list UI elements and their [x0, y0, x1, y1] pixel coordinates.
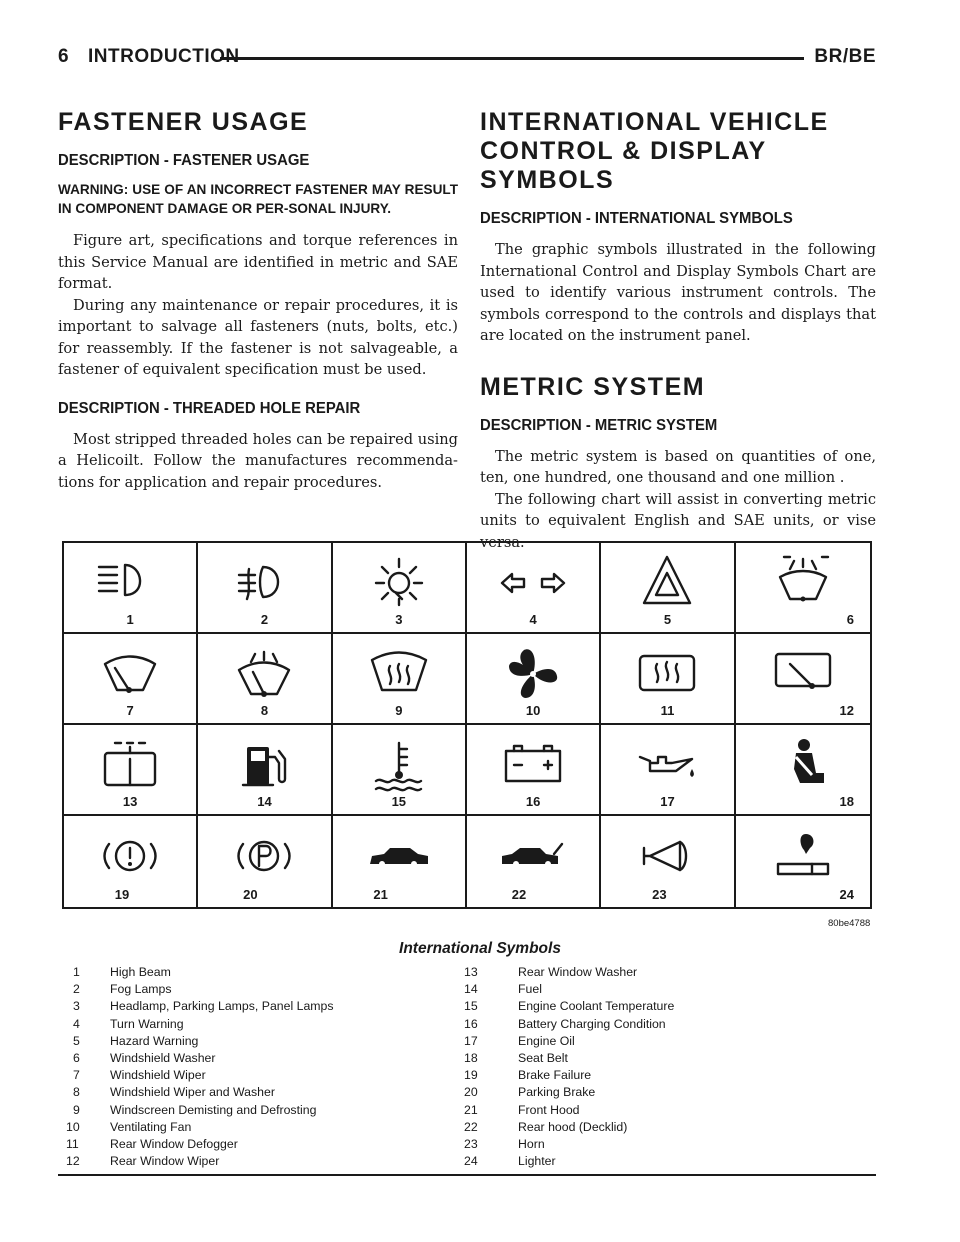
symbol-cell [601, 634, 735, 725]
symbol-cell [601, 816, 735, 907]
legend-item: 24 Lighter [464, 1154, 556, 1169]
legend-item: 10 Ventilating Fan [66, 1119, 192, 1134]
lamp-bulb-icon [362, 553, 436, 615]
windshield-wiper-icon [93, 644, 167, 706]
figure-id: 80be4788 [828, 918, 871, 929]
symbol-cell [333, 543, 467, 634]
bottom-rule [58, 1174, 876, 1176]
high-beam-icon [93, 553, 167, 615]
brake-failure-icon [93, 826, 167, 888]
symbol-number: 5 [663, 612, 672, 627]
symbol-number: 21 [373, 887, 388, 902]
symbol-number: 7 [126, 703, 134, 718]
symbol-cell [198, 634, 332, 725]
legend-item: 15 Engine Coolant Temperature [464, 999, 675, 1014]
rear-defrost-icon [630, 644, 704, 706]
seat-belt-icon [766, 735, 840, 797]
symbol-number: 23 [652, 887, 667, 902]
symbol-number: 15 [391, 794, 407, 809]
legend-item: 7 Windshield Wiper [73, 1068, 206, 1083]
rear-wiper-icon [766, 644, 840, 706]
lighter-icon [766, 826, 840, 888]
symbol-number: 9 [395, 703, 403, 718]
legend-item: 5 Hazard Warning [73, 1033, 199, 1048]
legend-item: 2 Fog Lamps [73, 982, 172, 997]
decklid-icon [496, 826, 570, 888]
symbol-cell [333, 816, 467, 907]
symbol-cell [736, 816, 870, 907]
header-rule [220, 57, 804, 60]
subheading-metric-system: DESCRIPTION - METRIC SYSTEM [480, 416, 718, 434]
page-header [58, 44, 876, 74]
symbol-number: 24 [839, 887, 854, 902]
right-column [480, 108, 876, 553]
symbol-cell [64, 543, 198, 634]
symbol-number: 20 [243, 887, 258, 902]
legend-item: 16 Battery Charging Condition [464, 1016, 666, 1031]
coolant-temp-icon [362, 735, 436, 797]
symbol-cell [64, 634, 198, 725]
paragraph-figure-art: Figure art, specifications and torque references in this Service Manual are identified in metric and SAE format. [58, 232, 458, 292]
symbol-cell [736, 634, 870, 725]
symbol-cell [64, 725, 198, 816]
legend-item: 17 Engine Oil [464, 1033, 575, 1048]
paragraph-conversion: The following chart will assist in converting metric units to equivalent English and SAE units, or vise versa. [480, 490, 876, 551]
horn-icon [630, 826, 704, 888]
legend-item: 6 Windshield Washer [73, 1050, 216, 1065]
symbol-cell [467, 816, 601, 907]
symbol-number: 22 [511, 887, 527, 902]
legend-item: 18 Seat Belt [464, 1050, 568, 1065]
front-hood-icon [362, 826, 436, 888]
front-defrost-icon [362, 644, 436, 706]
heading-metric-system: METRIC SYSTEM [480, 372, 706, 401]
legend-item: 19 Brake Failure [464, 1068, 592, 1083]
symbol-cell [736, 543, 870, 634]
legend-item: 9 Windscreen Demisting and Defrosting [73, 1102, 317, 1117]
symbol-cell [601, 725, 735, 816]
legend-item: 22 Rear hood (Decklid) [464, 1119, 628, 1134]
symbol-number: 6 [846, 612, 854, 627]
symbol-number: 8 [260, 703, 269, 718]
fan-icon [496, 644, 570, 706]
legend-left [62, 964, 334, 1170]
symbol-cell [467, 634, 601, 725]
subheading-threaded-hole: DESCRIPTION - THREADED HOLE REPAIR [58, 399, 361, 417]
rear-washer-icon [93, 735, 167, 797]
symbol-cell [333, 725, 467, 816]
symbol-cell [198, 725, 332, 816]
symbol-number: 11 [660, 703, 675, 718]
legend-item: 11 Rear Window Defogger [66, 1136, 238, 1151]
symbol-number: 12 [839, 703, 854, 718]
turn-arrows-icon [496, 553, 570, 615]
symbols-chart [62, 541, 872, 909]
symbol-number: 13 [122, 794, 138, 809]
legend-item: 3 Headlamp, Parking Lamps, Panel Lamps [73, 999, 334, 1014]
left-column [58, 108, 458, 493]
parking-brake-icon [227, 826, 301, 888]
symbol-number: 10 [525, 703, 541, 718]
paragraph-helicoil: Most stripped threaded holes can be repaired using a Helicoilt. Follow the manufactures recommenda-tions for application and repair procedures. [58, 430, 458, 491]
symbol-cell [198, 816, 332, 907]
symbol-cell [736, 725, 870, 816]
page-number: 6 [58, 46, 70, 67]
symbol-cell [198, 543, 332, 634]
legend-title: International Symbols [399, 940, 561, 957]
legend-item: 21 Front Hood [464, 1102, 580, 1117]
windshield-washer-icon [766, 553, 840, 615]
heading-international-symbols: INTERNATIONAL VEHICLE CONTROL & DISPLAY SYMBOLS [480, 108, 829, 194]
model-code: BR/BE [814, 46, 876, 67]
legend-item: 4 Turn Warning [73, 1016, 184, 1031]
symbol-number: 4 [529, 612, 537, 627]
fog-lamps-icon [227, 553, 301, 615]
symbol-number: 18 [839, 794, 854, 809]
legend-item: 8 Windshield Wiper and Washer [73, 1085, 275, 1100]
symbol-number: 19 [114, 887, 130, 902]
oil-can-icon [630, 735, 704, 797]
hazard-triangle-icon [630, 553, 704, 615]
symbol-cell [64, 816, 198, 907]
symbol-number: 1 [126, 612, 134, 627]
warning-text: WARNING: USE OF AN INCORRECT FASTENER MAY RESULT IN COMPONENT DAMAGE OR PER-SONAL INJURY. [58, 182, 458, 216]
battery-icon [496, 735, 570, 797]
legend-item: 23 Horn [464, 1136, 545, 1151]
symbol-number: 3 [395, 612, 403, 627]
legend-item: 12 Rear Window Wiper [66, 1154, 220, 1169]
paragraph-metric-base: The metric system is based on quantities of one, ten, one hundred, one thousand and one million . [480, 447, 876, 486]
symbol-number: 2 [260, 612, 269, 627]
subheading-international-symbols: DESCRIPTION - INTERNATIONAL SYMBOLS [480, 210, 793, 227]
legend-item: 1 High Beam [73, 965, 171, 979]
legend-item: 13 Rear Window Washer [464, 965, 638, 979]
fuel-pump-icon [227, 735, 301, 797]
paragraph-salvage: During any maintenance or repair procedures, it is important to salvage all fasteners (nuts, bolts, etc.) for reassembly. If the fastener is not salvageable, a fastener of equivalent specification must be used. [58, 296, 458, 378]
section-title: INTRODUCTION [88, 46, 240, 67]
legend-right [464, 964, 674, 1170]
wiper-washer-icon [227, 644, 301, 706]
symbol-cell [333, 634, 467, 725]
legend-item: 20 Parking Brake [464, 1085, 596, 1100]
subheading-fastener-usage: DESCRIPTION - FASTENER USAGE [58, 152, 310, 169]
symbol-cell [467, 725, 601, 816]
symbol-number: 16 [525, 794, 541, 809]
legend-item: 14 Fuel [464, 982, 542, 997]
paragraph-graphic-symbols: The graphic symbols illustrated in the following International Control and Display Symbols Chart are used to identify various instrument controls. The symbols correspond to the controls and displays that are located on the instrument panel. [480, 241, 876, 344]
symbol-number: 14 [257, 794, 272, 809]
symbol-cell [601, 543, 735, 634]
heading-fastener-usage: FASTENER USAGE [58, 108, 309, 136]
symbol-cell [467, 543, 601, 634]
symbol-number: 17 [660, 794, 675, 809]
